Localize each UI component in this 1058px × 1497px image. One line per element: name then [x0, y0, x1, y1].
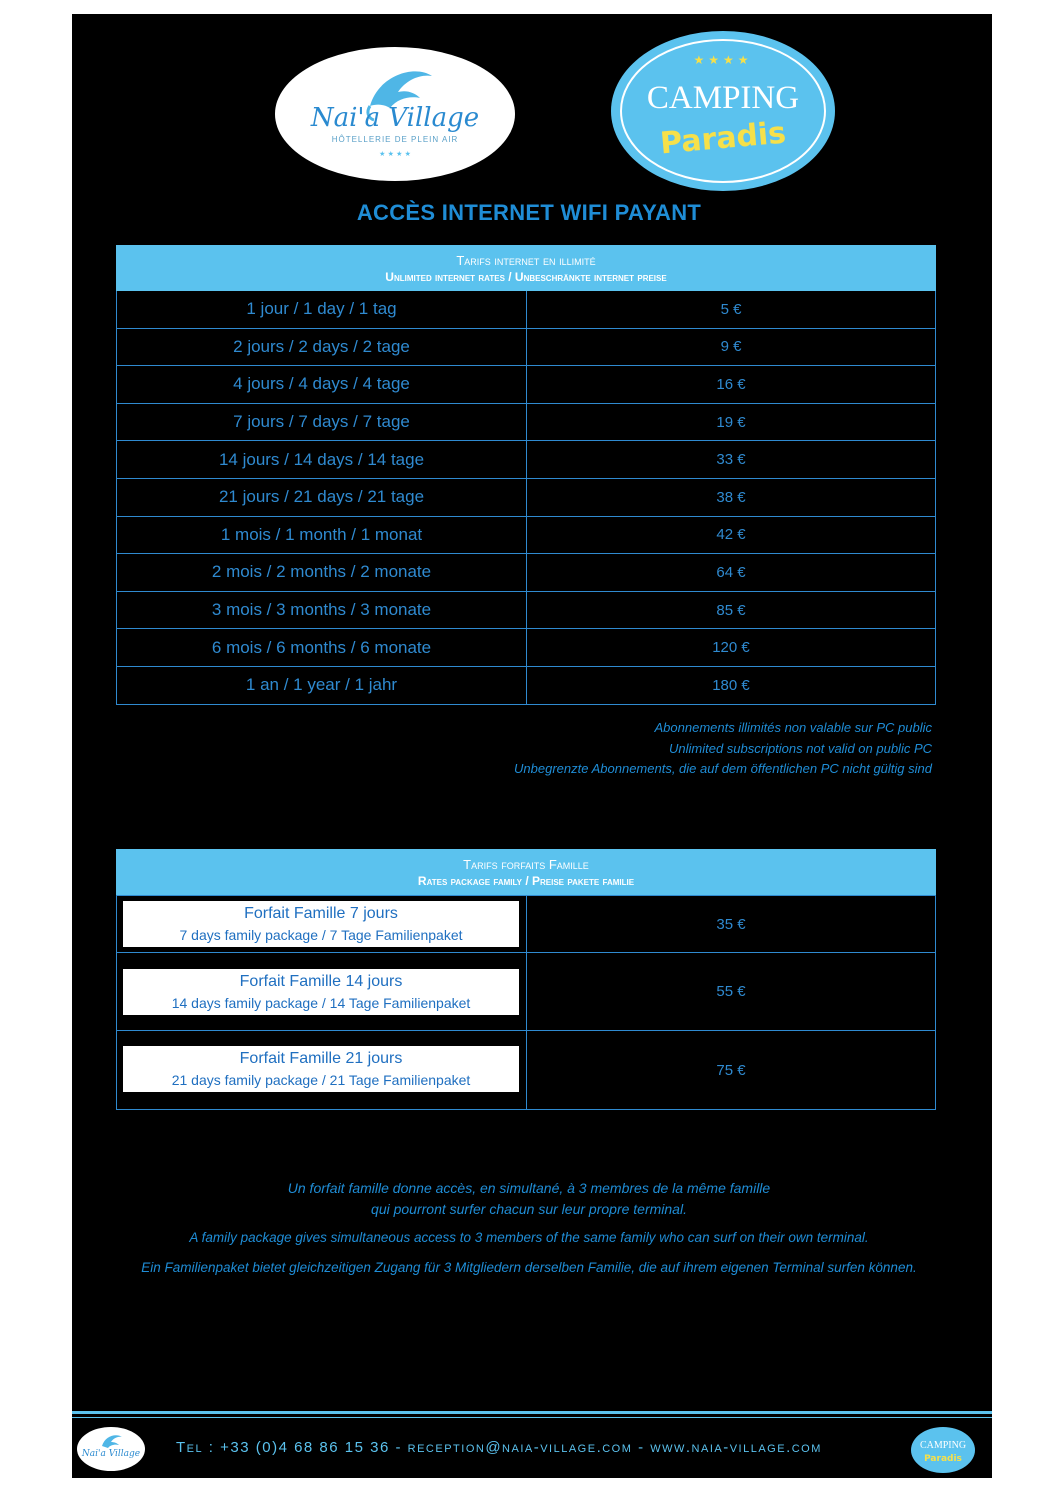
table-row	[116, 404, 936, 442]
table-row	[116, 667, 936, 705]
price-cell: 9 €	[720, 338, 742, 356]
note-fr: Abonnements illimités non valable sur PC public	[654, 720, 932, 735]
family-package-title: Forfait Famille 21 jours	[239, 1050, 403, 1067]
family-info-fr	[0, 1178, 1058, 1220]
family-package-label	[123, 969, 519, 1015]
price-cell: 85 €	[716, 601, 746, 619]
family-package-subtitle: 21 days family package / 21 Tage Familienpaket	[171, 1072, 471, 1088]
table-row	[116, 329, 936, 367]
table-row	[116, 629, 936, 667]
price-cell: 75 €	[716, 1061, 746, 1079]
page-title: ACCÈS INTERNET WIFI PAYANT	[356, 200, 702, 225]
table-row	[116, 554, 936, 592]
duration-cell: 14 jours / 14 days / 14 tage	[117, 441, 527, 478]
price-cell: 42 €	[716, 526, 746, 544]
family-rates-table	[116, 849, 936, 1110]
naia-small-name: Nai'a Village	[81, 1449, 141, 1459]
duration-cell: 6 mois / 6 months / 6 monate	[117, 629, 527, 666]
unlimited-header-subtitle: Unlimited internet rates / Unbeschränkte internet preise	[385, 269, 667, 284]
duration-cell: 2 jours / 2 days / 2 tage	[117, 329, 527, 366]
unlimited-notes	[514, 718, 932, 780]
duration-cell: 4 jours / 4 days / 4 tage	[117, 366, 527, 403]
camping-stars: ★★★★	[693, 53, 753, 67]
table-row	[116, 1031, 936, 1110]
family-table-header	[116, 849, 936, 895]
family-package-subtitle: 14 days family package / 14 Tage Familienpaket	[171, 995, 471, 1011]
footer-divider	[72, 1411, 992, 1414]
unlimited-header-title: Tarifs internet en illimité	[456, 252, 596, 268]
family-header-subtitle: Rates package family / Preise pakete familie	[417, 873, 635, 888]
table-row	[116, 895, 936, 953]
duration-cell: 21 jours / 21 days / 21 tage	[117, 479, 527, 516]
table-row	[116, 517, 936, 555]
unlimited-rates-table	[116, 245, 936, 705]
family-package-title: Forfait Famille 7 jours	[244, 905, 398, 922]
family-package-label	[123, 1046, 519, 1092]
duration-cell: 3 mois / 3 months / 3 monate	[117, 592, 527, 629]
price-cell: 19 €	[716, 413, 746, 431]
footer-divider-thin	[72, 1417, 992, 1418]
price-cell: 180 €	[712, 676, 750, 694]
price-cell: 16 €	[716, 375, 746, 393]
naia-name: Nai'a Village	[310, 103, 480, 133]
note-en: Unlimited subscriptions not valid on public PC	[668, 740, 932, 756]
price-cell: 55 €	[716, 983, 746, 1000]
table-row	[116, 441, 936, 479]
duration-cell: 2 mois / 2 months / 2 monate	[117, 554, 527, 591]
family-info-fr-line1: Un forfait famille donne accès, en simultané, à 3 membres de la même famille	[287, 1180, 771, 1196]
price-cell: 5 €	[720, 300, 742, 318]
camping-paradis-small-logo	[910, 1426, 976, 1474]
naia-village-logo	[274, 46, 516, 182]
duration-cell: 7 jours / 7 days / 7 tage	[117, 404, 527, 441]
table-row	[116, 953, 936, 1031]
price-cell: 33 €	[716, 451, 746, 469]
duration-cell: 1 an / 1 year / 1 jahr	[117, 667, 527, 704]
table-row	[116, 479, 936, 517]
price-cell: 120 €	[712, 639, 750, 657]
family-package-title: Forfait Famille 14 jours	[239, 973, 403, 990]
family-package-subtitle: 7 days family package / 7 Tage Familienpaket	[179, 927, 463, 943]
family-header-title: Tarifs forfaits Famille	[463, 856, 589, 872]
unlimited-table-header	[116, 245, 936, 291]
table-row	[116, 291, 936, 329]
paradis-small-word: Paradis	[924, 1454, 962, 1464]
family-info-de: Ein Familienpaket bietet gleichzeitigen Zugang für 3 Mitgliedern derselben Familie, die auf ihrem eigenen Terminal surfen können.	[141, 1260, 917, 1275]
duration-cell: 1 mois / 1 month / 1 monat	[117, 517, 527, 554]
table-row	[116, 366, 936, 404]
naia-village-small-logo	[76, 1426, 146, 1472]
camping-paradis-logo	[610, 30, 836, 192]
family-info-en: A family package gives simultaneous access to 3 members of the same family who can surf on their own terminal.	[189, 1230, 869, 1245]
family-package-label	[123, 901, 519, 947]
footer-contact: Tel : +33 (0)4 68 86 15 36 - reception@naia-village.com - www.naia-village.com	[176, 1439, 822, 1456]
price-cell: 64 €	[716, 563, 746, 581]
naia-subtitle: HÔTELLERIE DE PLEIN AIR	[331, 135, 459, 144]
paradis-word: Paradis	[658, 115, 788, 162]
naia-stars: ★ ★ ★ ★	[379, 150, 411, 158]
note-de: Unbegrenzte Abonnements, die auf dem öffentlichen PC nicht gültig sind	[514, 761, 932, 776]
family-info-fr-line2: qui pourront surfer chacun sur leur propre terminal.	[371, 1201, 687, 1217]
table-row	[116, 592, 936, 630]
camping-small-word: CAMPING	[919, 1440, 967, 1451]
camping-word: CAMPING	[646, 80, 800, 116]
price-cell: 35 €	[716, 915, 746, 933]
duration-cell: 1 jour / 1 day / 1 tag	[117, 291, 527, 328]
price-cell: 38 €	[716, 488, 746, 506]
